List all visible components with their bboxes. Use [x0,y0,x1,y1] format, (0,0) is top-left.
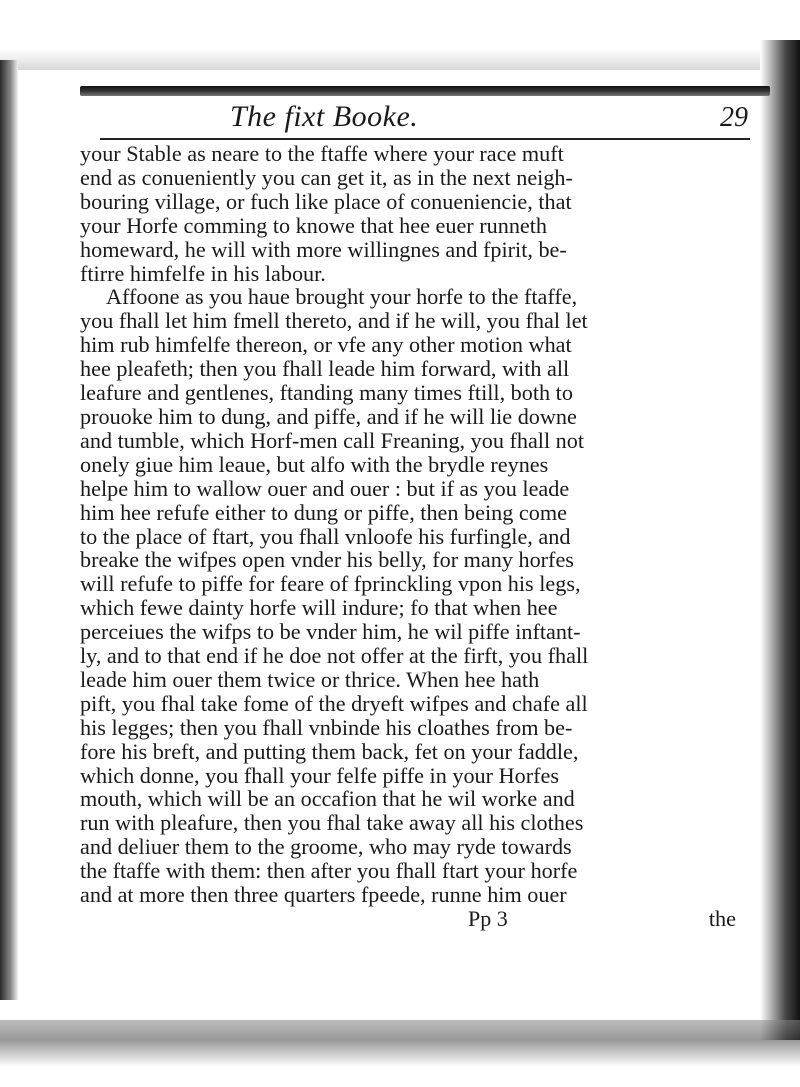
text-line: perceiues the wifps to be vnder him, he wil piffe inftant- [80,619,581,645]
text-line: which fewe dainty horfe will indure; fo that when hee [80,595,558,621]
page-number: 29 [720,102,748,133]
text-line: and deliuer them to the groome, who may ryde towards [80,834,572,860]
text-line: homeward, he will with more willingnes and fpirit, be- [80,236,567,262]
text-line: hee pleafeth; then you fhall leade him forward, with all [80,356,570,382]
text-line: your Horfe comming to knowe that hee euer runneth [80,212,548,238]
left-page-edge [0,60,18,1000]
running-head: The fixt Booke. [230,100,419,133]
text-line: to the place of ftart, you fhall vnloofe his furfingle, and [80,523,571,549]
text-line: which donne, you fhall your felfe piffe in your Horfes [80,762,559,788]
text-line: leafure and gentlenes, ftanding many times ftill, both to [80,380,573,406]
header-rule [100,138,750,140]
page-header [80,100,762,144]
text-line: prouoke him to dung, and piffe, and if he will lie downe [80,403,577,429]
text-line: your Stable as neare to the ftaffe where your race muft [80,141,564,166]
text-line: the ftaffe with them: then after you fhall ftart your horfe [80,858,578,884]
text-line: and at more then three quarters fpeede, runne him ouer [80,882,567,908]
top-margin-shadow [0,0,800,70]
text-line: onely giue him leaue, but alfo with the brydle reynes [80,451,549,477]
text-line: ftirre himfelfe in his labour. [80,260,326,286]
top-border-rule [80,86,770,96]
text-line: and tumble, which Horf-men call Freaning, you fhall not [80,427,585,453]
text-line: fore his breft, and putting them back, fet on your faddle, [80,738,579,764]
text-line: end as conueniently you can get it, as in the next neigh- [80,164,573,190]
bottom-page-edge [0,1020,800,1087]
text-line: breake the wifpes open vnder his belly, for many horfes [80,547,574,573]
text-line: leade him ouer them twice or thrice. When hee hath [80,666,540,692]
text-line: will refufe to piffe for feare of fprinckling vpon his legs, [80,571,581,597]
body-text [80,142,770,931]
text-line: helpe him to wallow ouer and ouer : but if as you leade [80,475,570,501]
text-line: ly, and to that end if he doe not offer at the firft, you fhall [80,643,589,669]
text-line: him rub himfelfe thereon, or vfe any other motion what [80,332,572,358]
text-line: Affoone as you haue brought your horfe to the ftaffe, [106,284,578,310]
text-line: you fhall let him fmell thereto, and if he will, you fhal let [80,308,588,334]
page-footer [80,907,770,931]
text-line: run with pleafure, then you fhal take away all his clothes [80,810,584,836]
text-line: him hee refufe either to dung or piffe, then being come [80,499,567,525]
text-line: pift, you fhal take fome of the dryeft wifpes and chafe all [80,690,588,716]
text-line: bouring village, or fuch like place of conueniencie, that [80,188,572,214]
book-page [80,100,762,1000]
signature-mark: Pp 3 [468,906,508,931]
text-line: mouth, which will be an occafion that he wil worke and [80,786,575,812]
catchword: the [708,906,736,931]
text-line: his legges; then you fhall vnbinde his cloathes from be- [80,714,573,740]
